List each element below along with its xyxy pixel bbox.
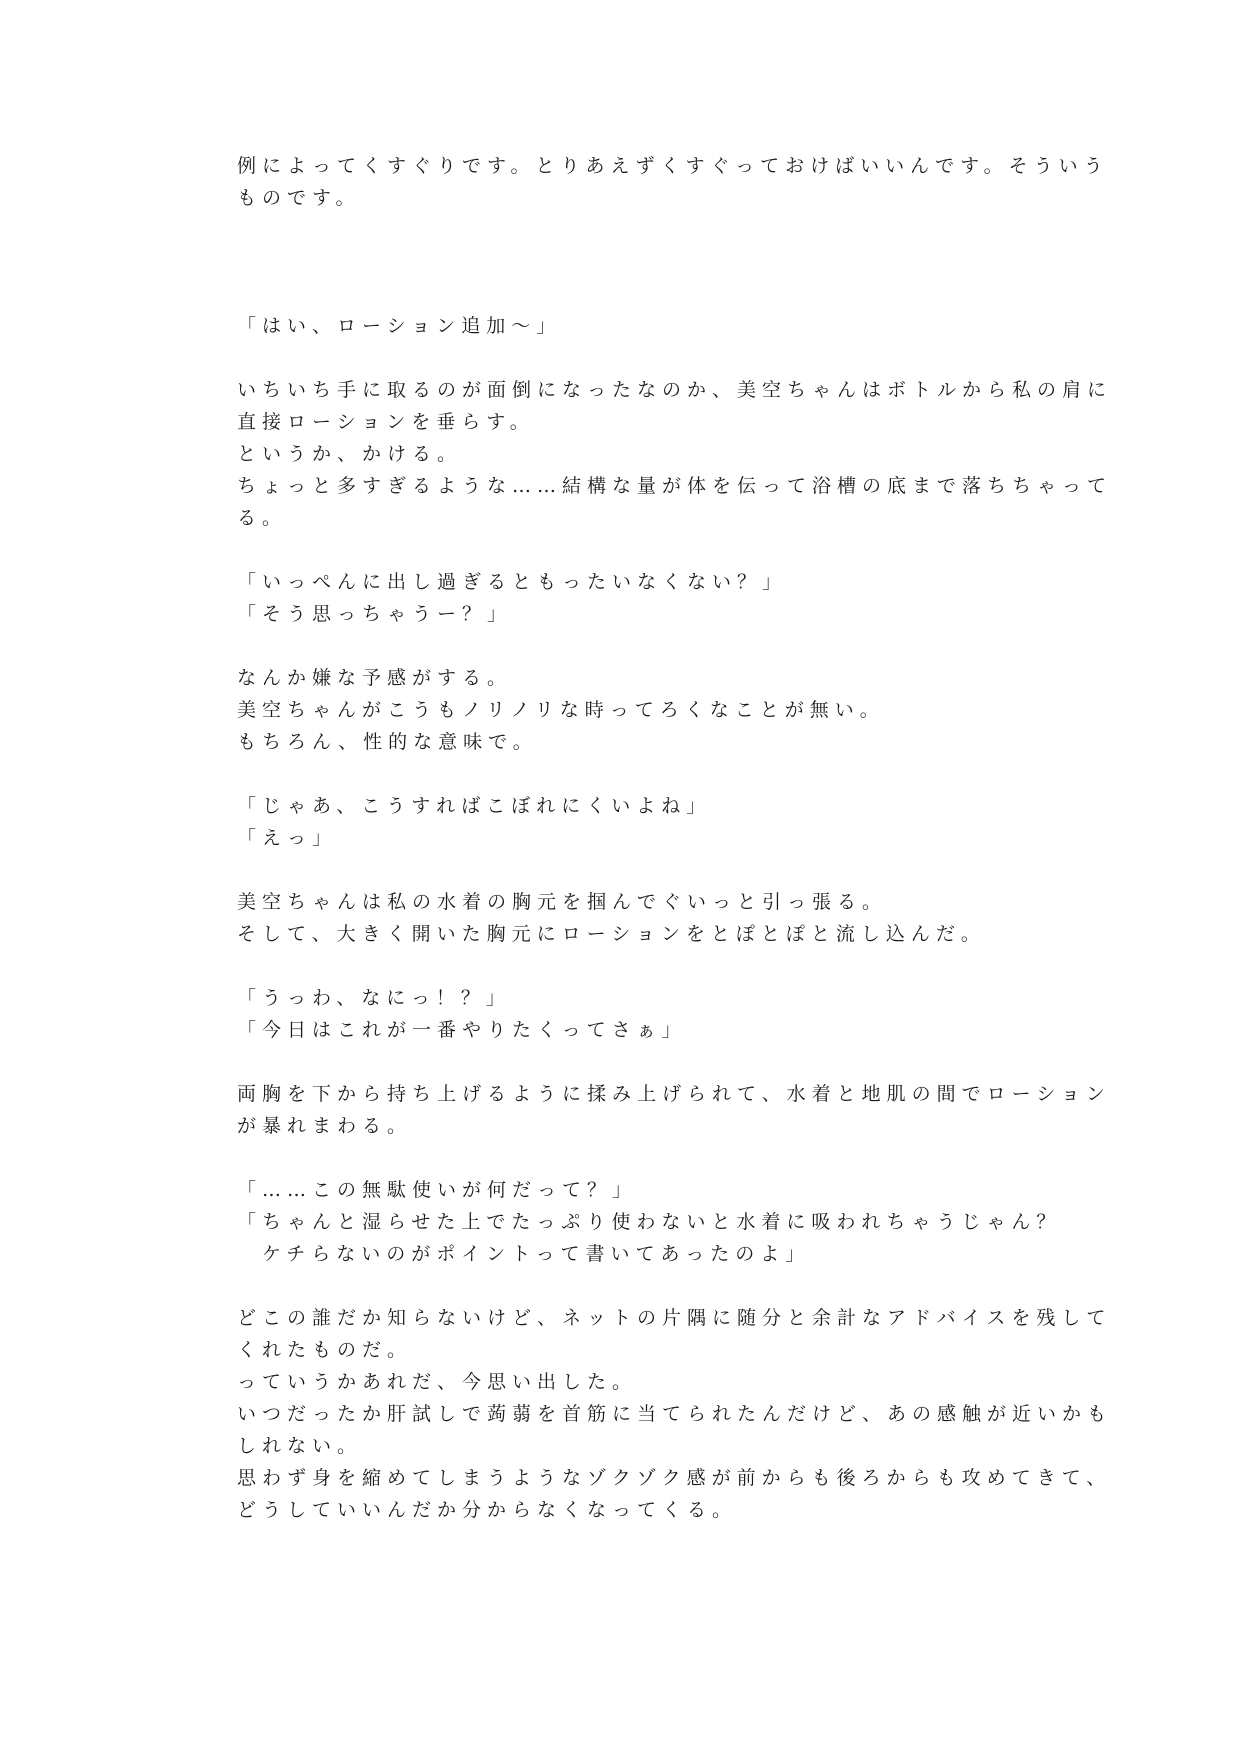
document-text-body xyxy=(237,150,1113,1526)
paragraph-gap xyxy=(237,1270,1017,1302)
text-line: 「えっ」 xyxy=(237,827,338,849)
text-line: 「……この無駄使いが何だって？」 xyxy=(237,1179,638,1201)
text-line: 「じゃあ、こうすればこぼれにくいよね」 xyxy=(237,795,712,817)
text-line: いつだったか肝試しで蒟蒻を首筋に当てられたんだけど、あの感触が近いかも xyxy=(237,1403,1113,1425)
text-line: 直接ローションを垂らす。 xyxy=(237,411,535,433)
text-line: 美空ちゃんは私の水着の胸元を掴んでぐいっと引っ張る。 xyxy=(237,891,888,913)
text-line: 「ちゃんと湿らせた上でたっぷり使わないと水着に吸われちゃうじゃん？ xyxy=(237,1211,1062,1233)
text-line: 「そう思っちゃうー？」 xyxy=(237,603,513,625)
text-line: 思わず身を縮めてしまうようなゾクゾク感が前からも後ろからも攻めてきて、 xyxy=(237,1467,1112,1489)
text-line: ちょっと多すぎるような……結構な量が体を伝って浴槽の底まで落ちちゃって xyxy=(237,475,1113,497)
text-line: 例によってくすぐりです。とりあえずくすぐっておけばいいんです。そういう xyxy=(237,155,1109,177)
paragraph-gap xyxy=(237,342,1017,374)
paragraph-gap xyxy=(237,1142,1017,1174)
text-line: そして、大きく開いた胸元にローションをとぽとぽと流し込んだ。 xyxy=(237,923,986,945)
paragraph-gap xyxy=(237,854,1017,886)
paragraph-gap xyxy=(237,534,1017,566)
text-line: くれたものだ。 xyxy=(237,1339,413,1361)
text-line: どうしていいんだか分からなくなってくる。 xyxy=(237,1499,738,1521)
text-line: なんか嫌な予感がする。 xyxy=(237,667,513,689)
paragraph-gap xyxy=(237,758,1017,790)
paragraph-gap xyxy=(237,630,1017,662)
text-line: が暴れまわる。 xyxy=(237,1115,413,1137)
text-line: る。 xyxy=(237,507,288,529)
text-line: ケチらないのがポイントって書いてあったのよ」 xyxy=(237,1243,811,1265)
text-line: 「うっわ、なにっ！？」 xyxy=(237,987,511,1009)
text-line: 両胸を下から持ち上げるように揉み上げられて、水着と地肌の間でローション xyxy=(237,1083,1111,1105)
paragraph-gap xyxy=(237,214,1017,310)
text-line: ものです。 xyxy=(237,187,361,209)
text-line: というか、かける。 xyxy=(237,443,463,465)
text-line: 美空ちゃんがこうもノリノリな時ってろくなことが無い。 xyxy=(237,699,885,721)
text-line: 「今日はこれが一番やりたくってさぁ」 xyxy=(237,1019,687,1041)
text-line: もちろん、性的な意味で。 xyxy=(237,731,538,753)
text-line: っていうかあれだ、今思い出した。 xyxy=(237,1371,638,1393)
text-line: しれない。 xyxy=(237,1435,363,1457)
text-line: 「はい、ローション追加～」 xyxy=(237,315,562,337)
text-line: 「いっぺんに出し過ぎるともったいなくない？」 xyxy=(237,571,788,593)
paragraph-gap xyxy=(237,950,1017,982)
paragraph-gap xyxy=(237,1046,1017,1078)
text-line: いちいち手に取るのが面倒になったなのか、美空ちゃんはボトルから私の肩に xyxy=(237,379,1113,401)
text-line: どこの誰だか知らないけど、ネットの片隅に随分と余計なアドバイスを残して xyxy=(237,1307,1112,1329)
